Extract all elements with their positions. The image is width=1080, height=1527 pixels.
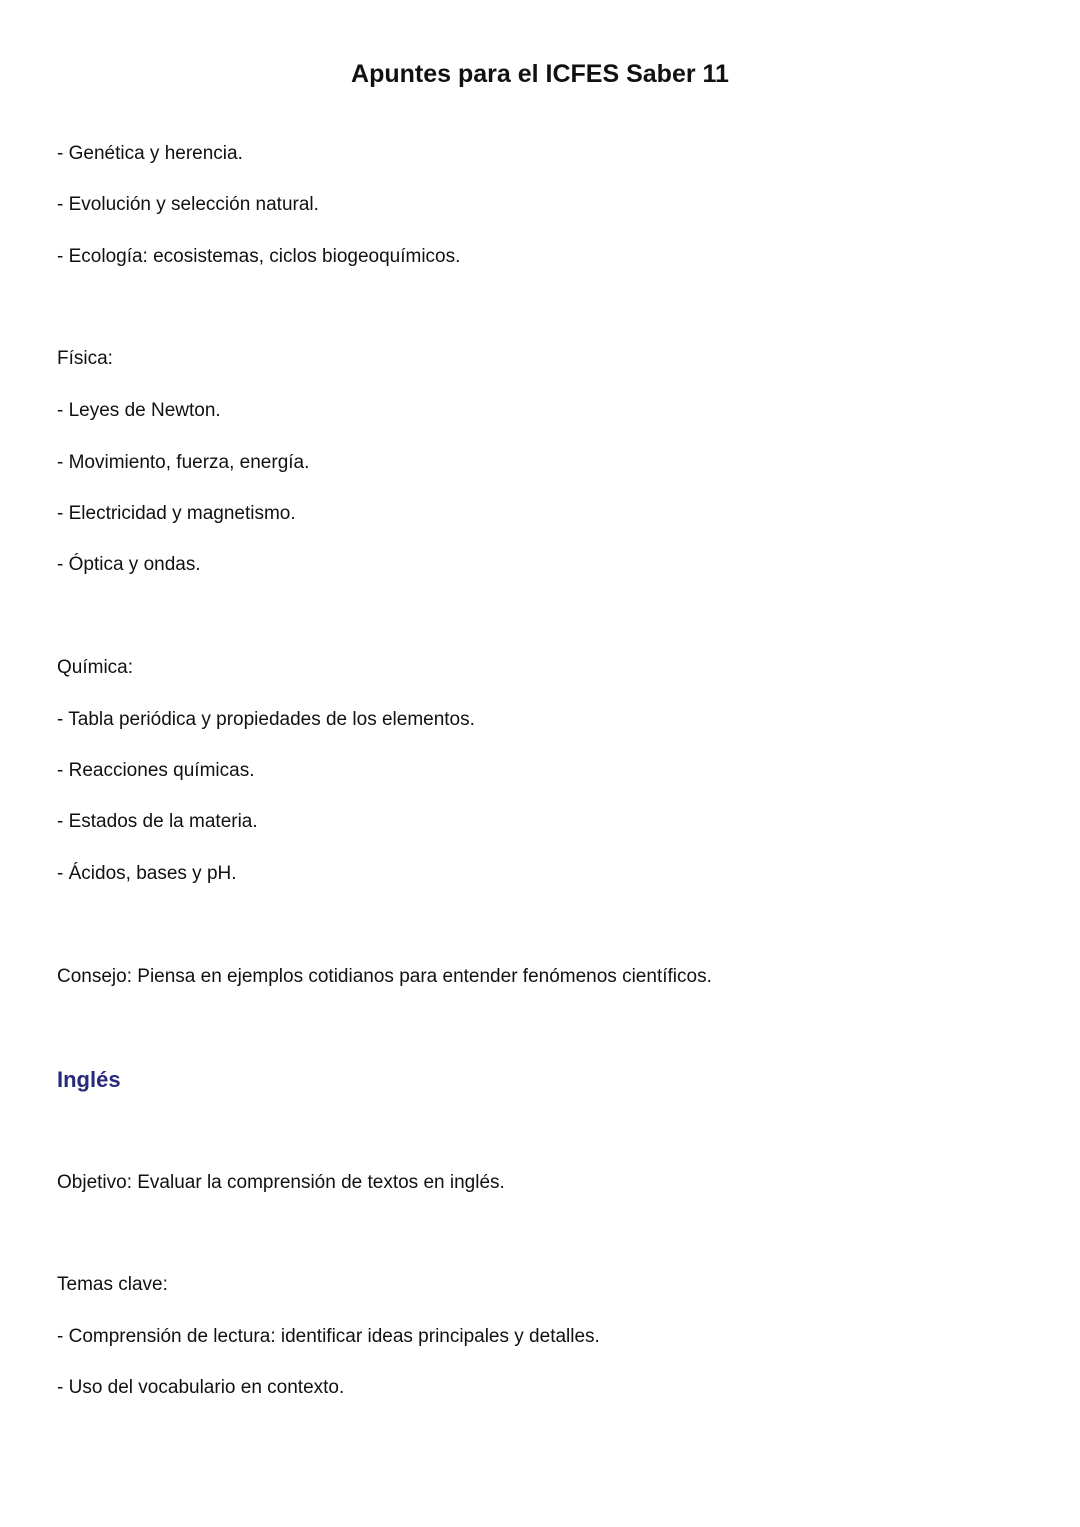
tip-text: Consejo: Piensa en ejemplos cotidianos para entender fenómenos científicos. <box>57 966 712 987</box>
list-item: - Comprensión de lectura: identificar ideas principales y detalles. <box>57 1326 600 1347</box>
list-item: - Leyes de Newton. <box>57 400 221 421</box>
subheading: Química: <box>57 657 134 678</box>
list-item: - Estados de la materia. <box>57 811 258 832</box>
list-item: - Evolución y selección natural. <box>57 194 319 215</box>
list-item: - Óptica y ondas. <box>57 554 201 575</box>
list-item: - Movimiento, fuerza, energía. <box>57 452 310 473</box>
list-item: - Reacciones químicas. <box>57 760 255 781</box>
section-heading: Inglés <box>57 1067 121 1092</box>
list-item: - Tabla periódica y propiedades de los elementos. <box>57 709 475 730</box>
list-item: - Uso del vocabulario en contexto. <box>57 1377 345 1398</box>
subheading: Física: <box>57 348 113 369</box>
list-item: - Ácidos, bases y pH. <box>57 863 237 884</box>
list-item: - Electricidad y magnetismo. <box>57 503 296 524</box>
objective-text: Objetivo: Evaluar la comprensión de textos en inglés. <box>57 1172 505 1193</box>
list-item: - Genética y herencia. <box>57 143 243 164</box>
subheading: Temas clave: <box>57 1274 168 1295</box>
page-title: Apuntes para el ICFES Saber 11 <box>351 60 729 88</box>
list-item: - Ecología: ecosistemas, ciclos biogeoquímicos. <box>57 246 461 267</box>
